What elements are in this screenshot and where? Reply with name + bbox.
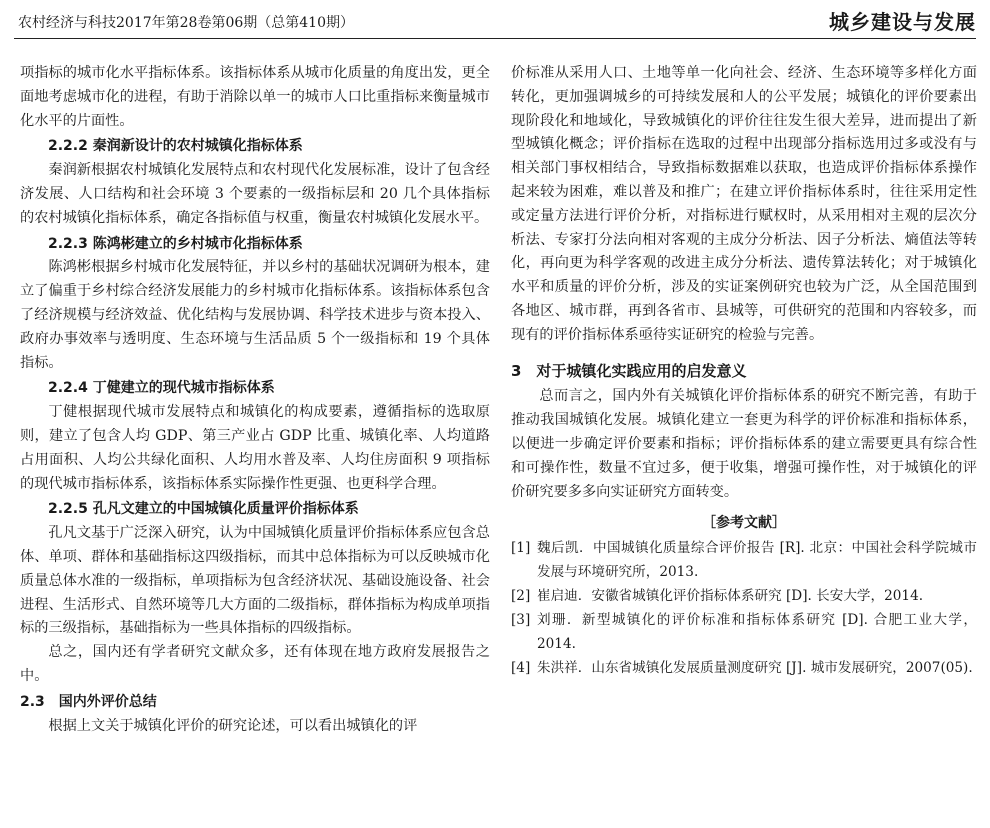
section-title: 城乡建设与发展 <box>829 10 976 34</box>
section-heading-2-3: 2.3 国内外评价总结 <box>20 693 157 710</box>
reference-item <box>511 584 977 608</box>
right-column <box>511 62 977 680</box>
reference-list <box>511 536 977 680</box>
paragraph: 总之，国内还有学者研究文献众多，还有体现在地方政府发展报告之中。 <box>20 644 490 684</box>
left-column <box>20 62 490 738</box>
section-heading-3: 3 对于城镇化实践应用的启发意义 <box>511 361 747 380</box>
reference-number: [2] <box>511 588 531 605</box>
subsection-heading-2-2-3: 2.2.3 陈鸿彬建立的乡村城市化指标体系 <box>48 235 303 252</box>
reference-number: [1] <box>511 540 531 557</box>
paragraph: 陈鸿彬根据乡村城市化发展特征，并以乡村的基础状况调研为根本，建立了偏重于乡村综合经济发展能力的乡村城市化指标体系。该指标体系包含了经济规模与经济效益、优化结构与发展协调、科学技术进步与资本投入、政府办事效率与透明度、生态环境与生活品质 5 个一级指标和 19 个具体指标。 <box>20 259 490 371</box>
paragraph: 价标准从采用人口、土地等单一化向社会、经济、生态环境等多样化方面转化，更加强调城乡的可持续发展和人的公平发展；城镇化的评价要素出现阶段化和地域化，导致城镇化的评价往往发生很大差异，进而提出了新型城镇化概念；评价指标在选取的过程中出现部分指标选用过多或没有与相关部门事权相结合，导致指标数据难以获取，也造成评价指标体系操作起来较为困难，难以普及和推广；在建立评价指标体系时，往往采用定性或定量方法进行评价分析，对指标进行赋权时，从采用相对主观的层次分析法、专家打分法向相对客观的主成分分析法、因子分析法、熵值法等转化，再向更为科学客观的改进主成分分析法、遗传算法转化；对于城镇化水平和质量的评价分析，涉及的实证案例研究也较为广泛，从全国范围到各地区、城市群，再到各省市、县城等，可供研究的范围和内容较多，而现有的评价指标体系亟待实证研究的检验与完善。 <box>511 65 977 343</box>
subsection-heading-2-2-4: 2.2.4 丁健建立的现代城市指标体系 <box>48 380 275 397</box>
journal-info: 农村经济与科技2017年第28卷第06期（总第410期） <box>18 15 354 31</box>
paragraph: 根据上文关于城镇化评价的研究论述，可以看出城镇化的评 <box>48 717 418 734</box>
paragraph: 秦润新根据农村城镇化发展特点和农村现代化发展标准，设计了包含经济发展、人口结构和社会环境 3 个要素的一级指标层和 20 几个具体指标的农村城镇化指标体系，确定各指标值与权重，衡量农村城镇化发展水平。 <box>20 162 490 226</box>
page-header <box>18 6 976 40</box>
paragraph: 项指标的城市化水平指标体系。该指标体系从城市化质量的角度出发，更全面地考虑城市化的进程，有助于消除以单一的城市人口比重指标来衡量城市化水平的片面性。 <box>20 65 490 129</box>
reference-text: 魏后凯．中国城镇化质量综合评价报告 [R]. 北京：中国社会科学院城市发展与环境研究所，2013. <box>537 540 977 581</box>
subsection-heading-2-2-2: 2.2.2 秦润新设计的农村城镇化指标体系 <box>48 138 303 155</box>
reference-text: 朱洪祥．山东省城镇化发展质量测度研究 [J]. 城市发展研究，2007(05). <box>537 660 973 677</box>
reference-item <box>511 536 977 584</box>
reference-text: 刘珊．新型城镇化的评价标准和指标体系研究 [D]. 合肥工业大学，2014. <box>537 612 977 653</box>
header-rule <box>14 38 976 39</box>
reference-number: [3] <box>511 612 531 629</box>
references-title: ［参考文献］ <box>702 515 786 532</box>
paragraph: 总而言之，国内外有关城镇化评价指标体系的研究不断完善，有助于推动我国城镇化发展。城镇化建立一套更为科学的评价标准和指标体系，以便进一步确定评价要素和指标；评价指标体系的建立需要更具有综合性和可操作性，数量不宜过多，便于收集，增强可操作性，对于城镇化的评价研究要多多向实证研究方面转变。 <box>511 388 977 500</box>
paragraph: 丁健根据现代城市发展特点和城镇化的构成要素，遵循指标的选取原则，建立了包含人均 GDP、第三产业占 GDP 比重、城镇化率、人均道路占用面积、人均公共绿化面积、人均用水普及率、人均住房面积 9 项指标的现代城市指标体系，该指标体系实际操作性更强、也更科学合理。 <box>20 404 490 492</box>
reference-item <box>511 656 977 680</box>
reference-item <box>511 608 977 656</box>
reference-text: 崔启迪．安徽省城镇化评价指标体系研究 [D]. 长安大学，2014. <box>537 588 924 605</box>
reference-number: [4] <box>511 660 531 677</box>
paragraph: 孔凡文基于广泛深入研究，认为中国城镇化质量评价指标体系应包含总体、单项、群体和基础指标这四级指标，而其中总体指标为可以反映城市化质量总体水准的一级指标，单项指标为包含经济状况、基础设施设备、社会进程、生活形式、自然环境等几大方面的二级指标，群体指标为构成单项指标的三级指标，基础指标为一些具体指标的四级指标。 <box>20 525 490 637</box>
subsection-heading-2-2-5: 2.2.5 孔凡文建立的中国城镇化质量评价指标体系 <box>48 501 359 518</box>
